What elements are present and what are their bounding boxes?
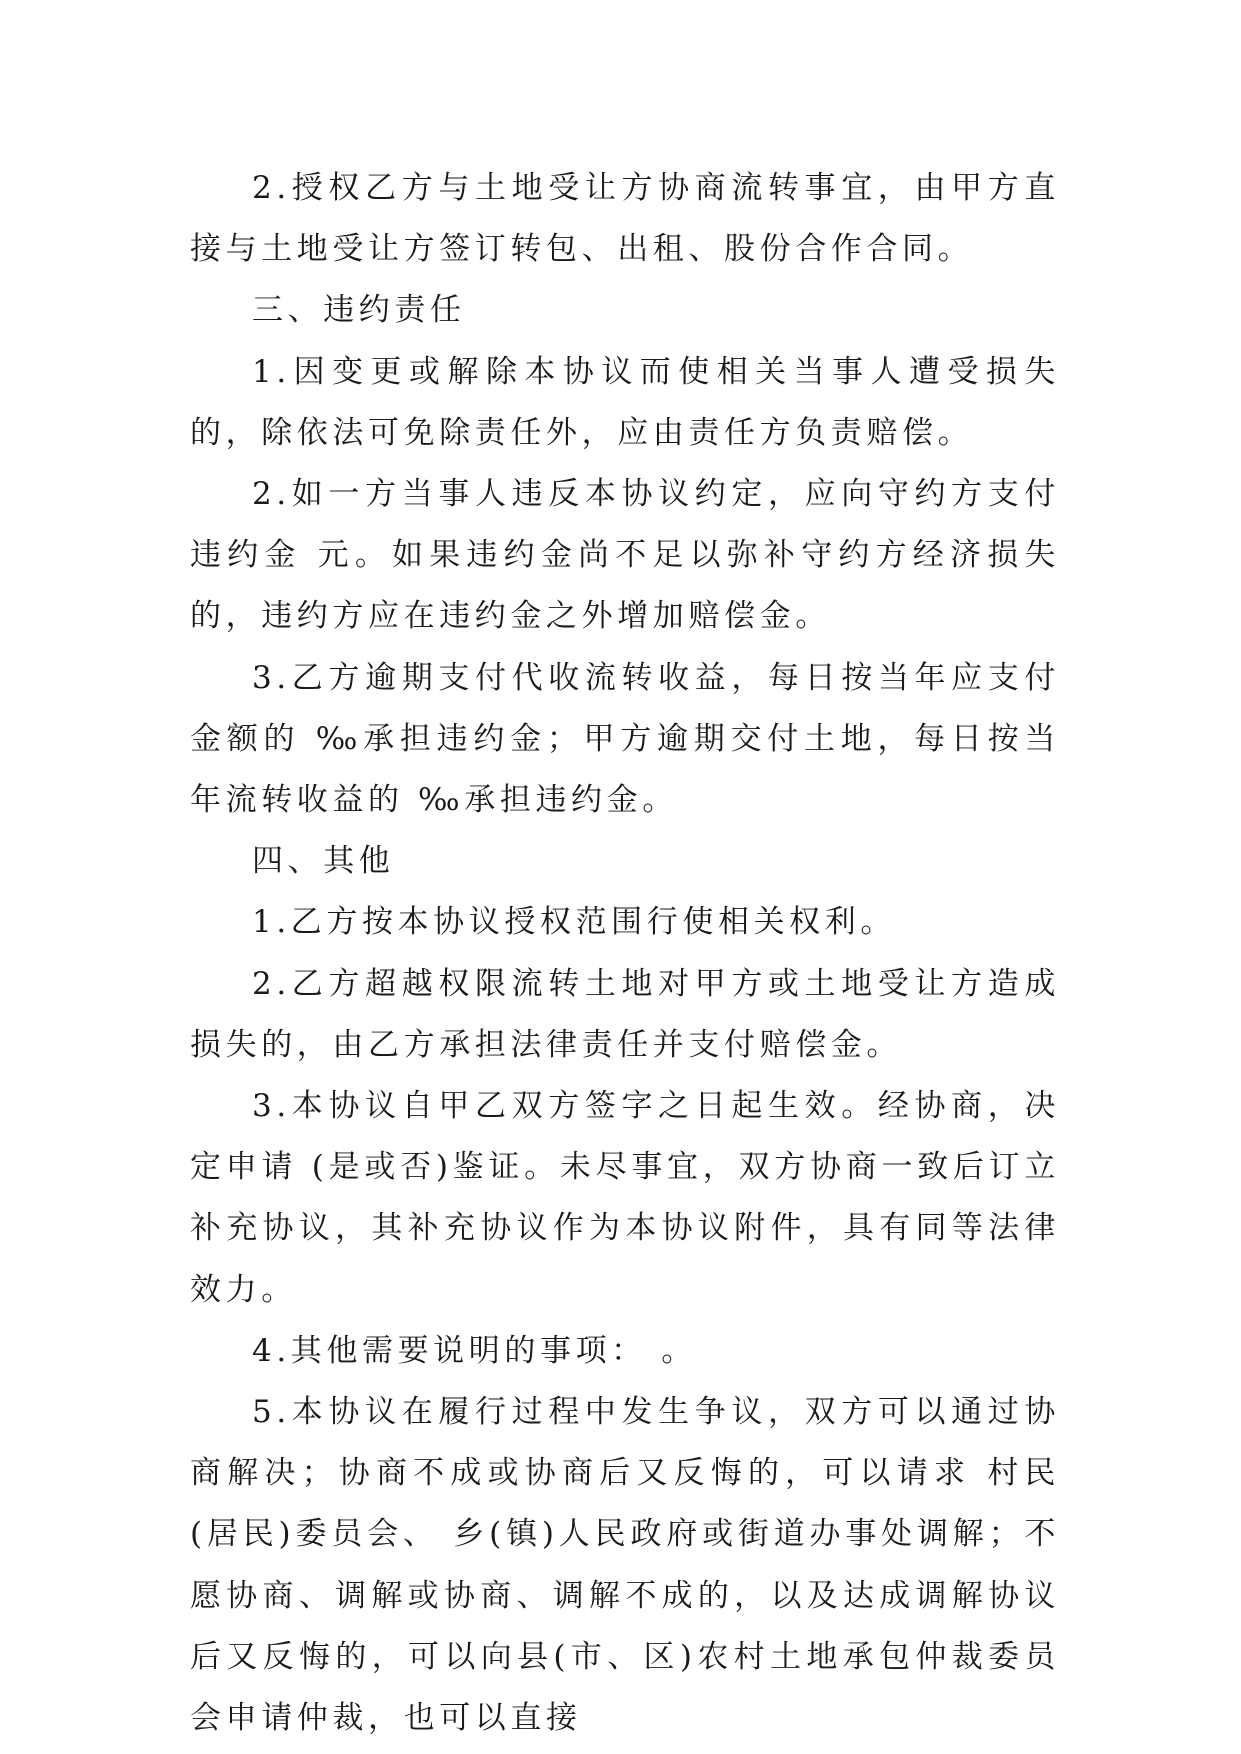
paragraph-other-1: 1.乙方按本协议授权范围行使相关权利。 bbox=[252, 904, 896, 941]
paragraph-other-5: 5.本协议在履行过程中发生争议，双方可以通过协商解决；协商不成或协商后又反悔的，可以请求 村民(居民)委员会、 乡(镇)人民政府或街道办事处调解；不愿协商、调解或协商、调解不成的，以及达成调解协议后又反悔的，可以向县(市、区)农村土地承包仲裁委员会申请仲裁，也可以直接 bbox=[190, 1394, 1060, 1737]
paragraph-breach-1: 1.因变更或解除本协议而使相关当事人遭受损失的，除依法可免除责任外，应由责任方负责赔偿。 bbox=[190, 353, 1060, 451]
paragraph-other-3: 3.本协议自甲乙双方签字之日起生效。经协商，决定申请 (是或否)鉴证。未尽事宜，双方协商一致后订立补充协议，其补充协议作为本协议附件，具有同等法律效力。 bbox=[190, 1088, 1060, 1308]
section-heading-breach-liability: 三、违约责任 bbox=[252, 292, 466, 329]
section-heading-other: 四、其他 bbox=[252, 843, 395, 880]
paragraph-breach-2: 2.如一方当事人违反本协议约定，应向守约方支付违约金 元。如果违约金尚不足以弥补守约方经济损失的，违约方应在违约金之外增加赔偿金。 bbox=[190, 476, 1060, 635]
paragraph-other-2: 2.乙方超越权限流转土地对甲方或土地受让方造成损失的，由乙方承担法律责任并支付赔偿金。 bbox=[190, 965, 1060, 1063]
document-body bbox=[190, 158, 1060, 1749]
paragraph-breach-3: 3.乙方逾期支付代收流转收益，每日按当年应支付金额的 ‰承担违约金；甲方逾期交付土地，每日按当年流转收益的 ‰承担违约金。 bbox=[190, 659, 1060, 819]
paragraph-authorization-2: 2.授权乙方与土地受让方协商流转事宜，由甲方直接与土地受让方签订转包、出租、股份合作合同。 bbox=[190, 170, 1060, 268]
paragraph-other-4: 4.其他需要说明的事项： 。 bbox=[252, 1332, 697, 1369]
